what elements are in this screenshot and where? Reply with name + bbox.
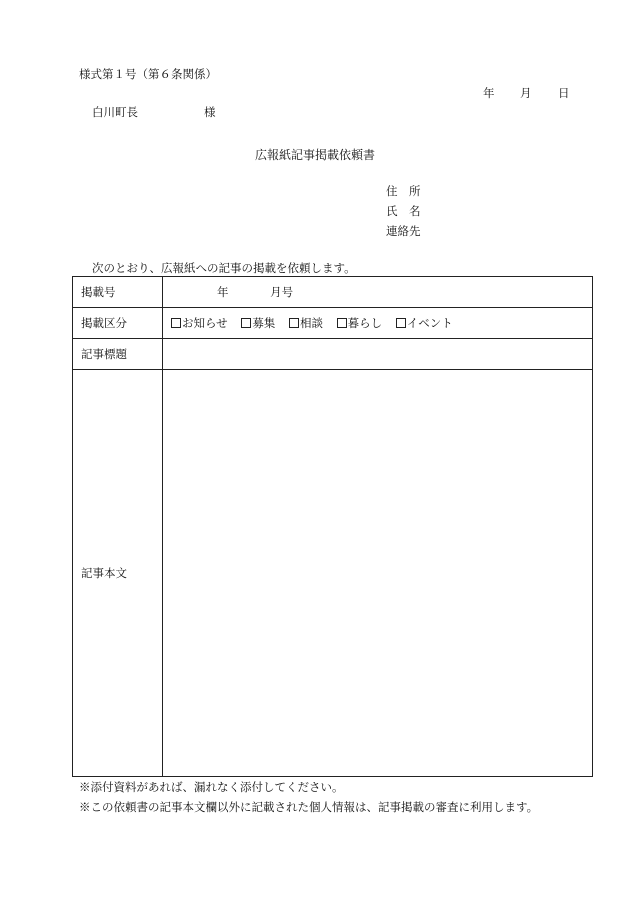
category-field	[163, 308, 593, 339]
body-label: 記事本文	[73, 370, 163, 777]
checkbox[interactable]	[241, 318, 251, 328]
document-title: 広報紙記事掲載依頼書	[254, 148, 375, 162]
date-month: 月	[520, 86, 532, 100]
date-year: 年	[483, 86, 495, 100]
table-row-issue	[73, 277, 593, 308]
checkbox[interactable]	[171, 318, 181, 328]
table-row-body	[73, 370, 593, 777]
category-option-label: イベント	[406, 316, 453, 330]
issue-month-text: 月号	[270, 285, 294, 299]
headline-field[interactable]	[163, 339, 593, 370]
category-option-label: 暮らし	[347, 316, 383, 330]
issue-label: 掲載号	[73, 277, 163, 308]
category-option-notice[interactable]	[171, 315, 228, 331]
headline-label: 記事標題	[73, 339, 163, 370]
category-label: 掲載区分	[73, 308, 163, 339]
request-form-table	[72, 276, 593, 777]
issue-year-text: 年	[217, 285, 229, 299]
table-row-category	[73, 308, 593, 339]
category-option-label: 相談	[299, 316, 323, 330]
name-label: 氏 名	[386, 204, 421, 218]
addressee: 白川町長	[92, 105, 138, 119]
category-option-living[interactable]	[337, 315, 383, 331]
category-option-recruitment[interactable]	[241, 315, 275, 331]
issue-field[interactable]	[163, 277, 593, 308]
contact-label: 連絡先	[386, 224, 421, 238]
checkbox[interactable]	[337, 318, 347, 328]
category-option-label: 募集	[252, 316, 276, 330]
category-option-label: お知らせ	[182, 316, 228, 330]
body-field[interactable]	[163, 370, 593, 777]
note-attachments: ※添付資料があれば、漏れなく添付してください。	[79, 780, 344, 794]
form-number: 様式第１号（第６条関係）	[79, 67, 217, 81]
category-option-event[interactable]	[396, 315, 453, 331]
checkbox[interactable]	[396, 318, 406, 328]
addressee-honorific: 様	[204, 105, 216, 119]
checkbox[interactable]	[289, 318, 299, 328]
note-privacy: ※この依頼書の記事本文欄以外に記載された個人情報は、記事掲載の審査に利用します。	[79, 800, 539, 814]
intro-text: 次のとおり、広報紙への記事の掲載を依頼します。	[92, 261, 356, 275]
table-row-headline	[73, 339, 593, 370]
address-label: 住 所	[386, 184, 421, 198]
date-day: 日	[558, 86, 570, 100]
category-option-consultation[interactable]	[289, 315, 323, 331]
